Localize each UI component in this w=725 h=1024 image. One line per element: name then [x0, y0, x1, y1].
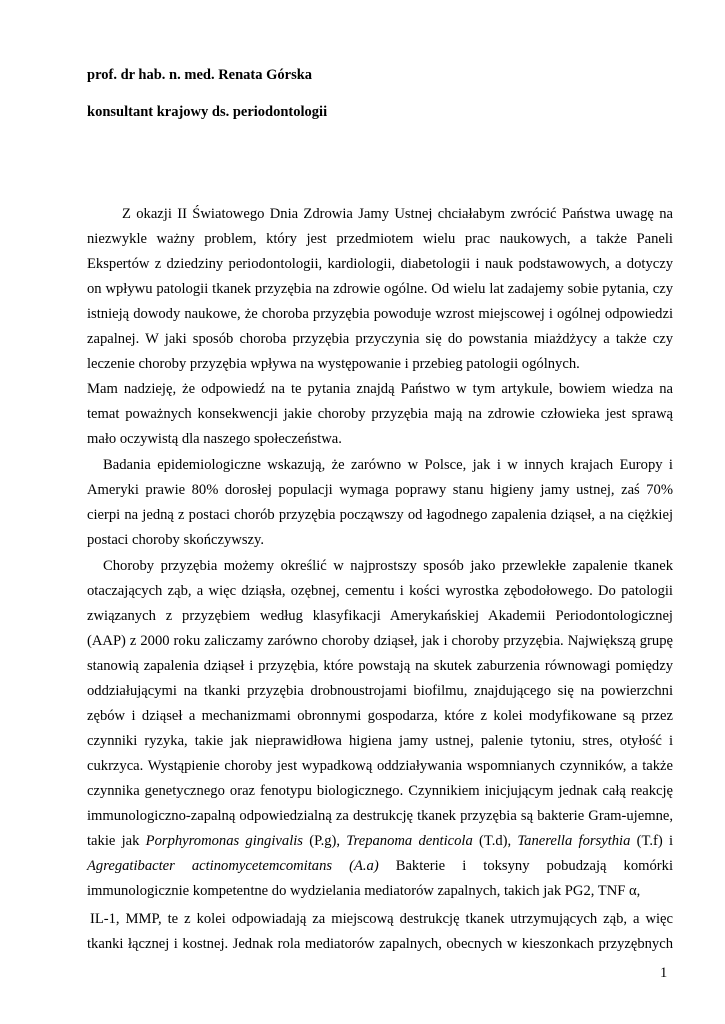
author-name: prof. dr hab. n. med. Renata Górska: [87, 67, 313, 83]
text-line: otaczających ząb, a więc dziąsła, ozębnej, cementu i kości wyrostka zębodołowego. Do patologii: [87, 583, 673, 599]
text-run: toksyny: [483, 858, 530, 874]
text-line: tkanki łącznej i kostnej. Jednak rola mediatorów zapalnych, obecnych w kieszonkach przyzębnych: [87, 936, 673, 952]
species-name: Porphyromonas gingivalis: [145, 833, 303, 849]
text-line: Ameryki prawie 80% dorosłej populacji wymaga poprawy stanu higieny jamy ustnej, zaś 70%: [87, 482, 673, 498]
text-line: Choroby przyzębia możemy określić w najprostszy sposób jako przewlekłe zapalenie tkanek: [103, 558, 673, 574]
text-line: cukrzyca. Wystąpienie choroby jest wypadkową oddziaływania wspomnianych czynników, a także: [87, 758, 673, 774]
text-line: stanowią zapalenia dziąseł i przyzębia, które powstają na skutek zaburzenia równowagi pomiędzy: [87, 658, 673, 674]
text-line: Mam nadzieję, że odpowiedź na te pytania znajdą Państwo w tym artykule, bowiem wiedza na: [87, 381, 673, 397]
page-number: 1: [660, 965, 668, 981]
text-run: Bakterie: [395, 858, 446, 874]
text-line: zapalnej. W jaki sposób choroba przyzębia przyczynia się do powstania miażdżycy a także czy: [87, 331, 673, 347]
text-line: Badania epidemiologiczne wskazują, że zarówno w Polsce, jak i w innych krajach Europy i: [103, 457, 673, 473]
text-run: i: [462, 858, 467, 874]
text-run: pobudzają: [546, 858, 607, 874]
text-run: komórki: [623, 858, 674, 874]
species-name: Tanerella forsythia: [517, 833, 631, 849]
text-line: mało oczywistą dla naszego społeczeństwa.: [87, 431, 342, 447]
text-line: związanych z przyzębiem według klasyfikacji Amerykańskiej Akademii Periodontologicznej: [87, 608, 673, 624]
text-run: (T.f) i: [630, 833, 673, 849]
text-line: Ekspertów z dziedziny periodontologii, kardiologii, diabetologii i nauk podstawowych, a dotyczy: [87, 256, 673, 272]
text-line: zębów i dziąseł a mechanizmami obronnymi gospodarza, które z kolei modyfikowane są przez: [87, 708, 673, 724]
author-role: konsultant krajowy ds. periodontologii: [87, 104, 328, 120]
species-name: Agregatibacter: [87, 858, 175, 874]
text-line: czynnika genetycznego oraz fenotypu biologicznego. Czynnikiem inicjującym jednak całą reakcję: [87, 783, 673, 799]
text-line: czynniki ryzyka, takie jak nieprawidłowa higiena jamy ustnej, palenie tytoniu, stres, otyłość i: [87, 733, 673, 749]
text-line: (AAP) z 2000 roku zaliczamy zarówno choroby dziąseł, jak i choroby przyzębia. Największą grupę: [87, 633, 673, 649]
text-line: immunologicznie kompetentne do wydzielania mediatorów zapalnych, takich jak PG2, TNF α,: [87, 883, 641, 899]
text-line: immunologiczno-zapalną odpowiedzialną za destrukcję tkanek przyzębia są bakterie Gram-ujemne,: [87, 808, 673, 824]
text-run: (T.d),: [472, 833, 518, 849]
text-line: postaci choroby skończywszy.: [87, 532, 264, 548]
text-line: oddziałującymi na tkanki przyzębia drobnoustrojami biofilmu, znajdującego się na powierzchni: [87, 683, 673, 699]
text-line: leczenie choroby przyzębia wpływa na występowanie i przebieg patologii ogólnych.: [87, 356, 580, 372]
text-line: niezwykle ważny problem, który jest przedmiotem wielu prac naukowych, a także Paneli: [87, 231, 673, 247]
species-abbr: (A.a): [349, 858, 379, 874]
text-line-species: [87, 857, 673, 875]
text-line: temat poważnych konsekwencji jakie choroby przyzębia mają na zdrowie człowieka jest sprawą: [87, 406, 673, 422]
text-run: (P.g),: [302, 833, 347, 849]
text-run: takie jak: [87, 833, 146, 849]
text-line: IL-1, MMP, te z kolei odpowiadają za miejscową destrukcję tkanek utrzymujących ząb, a więc: [90, 911, 673, 927]
text-line: cierpi na jedną z postaci chorób przyzębia począwszy od łagodnego zapalenia dziąseł, a na ciężkiej: [87, 507, 673, 523]
text-line: Z okazji II Światowego Dnia Zdrowia Jamy Ustnej chciałabym zwrócić Państwa uwagę na: [122, 206, 673, 222]
text-line: istnieją dowody naukowe, że choroba przyzębia powoduje wzrost miejscowej i ogólnej odpowiedzi: [87, 306, 673, 322]
text-line: on wpływu patologii tkanek przyzębia na zdrowie ogólne. Od wielu lat zadajemy sobie pytania, czy: [87, 281, 673, 297]
species-name: Trepanoma denticola: [346, 833, 473, 849]
text-line-species: [87, 832, 673, 850]
species-name: actinomycetemcomitans: [191, 858, 333, 874]
